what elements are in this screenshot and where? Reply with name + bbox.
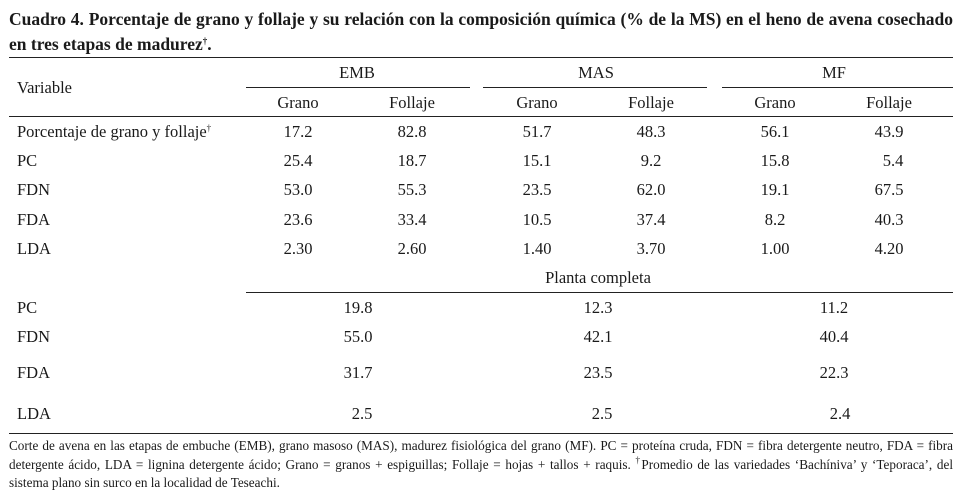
footnote-note: Promedio de las variedades ‘Bachíniva’ y ‘Teporaca’, del sistema plano sin surco en la localidad de Teseachi. [9,456,953,490]
table-cell: 33.4 [397,210,427,229]
subheader-grano: Grano [516,93,558,112]
header-rule [9,116,953,117]
table-cell: 25.4 [283,151,313,170]
table-cell: 2.5 [591,404,613,423]
table-caption [9,7,953,57]
table-cell: 55.3 [397,180,427,199]
table-cell: 2.30 [283,239,313,258]
table-cell: 42.1 [583,327,613,346]
table-cell: 43.9 [874,122,904,141]
row-label: Porcentaje de grano y follaje† [17,122,212,141]
footnote-text: Corte de avena en las etapas de embuche (EMB), grano masoso (MAS), madurez fisiológica del grano (MF). PC = proteína cruda, FDN = fibra detergente neutro, FDA = fibra detergente ácido, LDA = lignina detergente ácido; Grano = granos + espiguillas; Follaje = hojas + tallos + raquis. [9,438,953,472]
table-cell: 3.70 [636,239,666,258]
bottom-rule [9,433,953,434]
table-cell: 17.2 [283,122,313,141]
footnote-dagger: † [635,454,642,465]
table-cell: 10.5 [522,210,552,229]
row-label: FDA [17,363,51,382]
table-cell: 2.4 [829,404,851,423]
subheader-follaje: Follaje [628,93,674,112]
table-cell: 56.1 [760,122,790,141]
row-label: FDN [17,327,51,346]
table-cell: 48.3 [636,122,666,141]
variable-header: Variable [17,78,72,97]
row-label: PC [17,298,38,317]
table-cell: 23.5 [583,363,613,382]
table-cell: 23.6 [283,210,313,229]
table-cell: 62.0 [636,180,666,199]
group-rule-mas [483,87,707,88]
table-cell: 40.4 [819,327,849,346]
row-label: PC [17,151,38,170]
table-footnote [9,437,953,493]
row-label: LDA [17,404,51,423]
caption-dagger: † [202,36,208,46]
table-cell: 31.7 [343,363,373,382]
table-cell: 51.7 [522,122,552,141]
whole-plant-rule [246,292,953,293]
table-cell: 1.00 [760,239,790,258]
table-cell: 19.8 [343,298,373,317]
table-cell: 2.60 [397,239,427,258]
group-header-mf: MF [822,63,846,82]
subheader-follaje: Follaje [866,93,912,112]
subheader-grano: Grano [754,93,796,112]
table-cell: 23.5 [522,180,552,199]
table-cell: 82.8 [397,122,427,141]
table-cell: 67.5 [874,180,904,199]
table-cell: 2.5 [351,404,373,423]
table-cell: 22.3 [819,363,849,382]
row-label: FDN [17,180,51,199]
group-rule-emb [246,87,470,88]
caption-text: Cuadro 4. Porcentaje de grano y follaje y su relación con la composición química (% de la MS) en el heno de avena cosechado en tres etapas de madurez [9,9,953,54]
table-cell: 19.1 [760,180,790,199]
table-cell: 18.7 [397,151,427,170]
row-label: FDA [17,210,51,229]
group-rule-mf [722,87,953,88]
table-cell: 12.3 [583,298,613,317]
table-cell: 5.4 [882,151,904,170]
top-rule [9,57,953,58]
table-cell: 55.0 [343,327,373,346]
table-cell: 11.2 [819,298,849,317]
table-cell: 9.2 [640,151,662,170]
table-cell: 4.20 [874,239,904,258]
table-cell: 8.2 [764,210,786,229]
table-cell: 1.40 [522,239,552,258]
subheader-grano: Grano [277,93,319,112]
table-cell: 53.0 [283,180,313,199]
table-cell: 15.8 [760,151,790,170]
row-label: LDA [17,239,51,258]
table-cell: 37.4 [636,210,666,229]
group-header-emb: EMB [339,63,375,82]
subheader-follaje: Follaje [389,93,435,112]
caption-end: . [207,34,212,54]
group-header-mas: MAS [578,63,614,82]
whole-plant-title: Planta completa [545,268,651,287]
table-cell: 15.1 [522,151,552,170]
table-cell: 40.3 [874,210,904,229]
